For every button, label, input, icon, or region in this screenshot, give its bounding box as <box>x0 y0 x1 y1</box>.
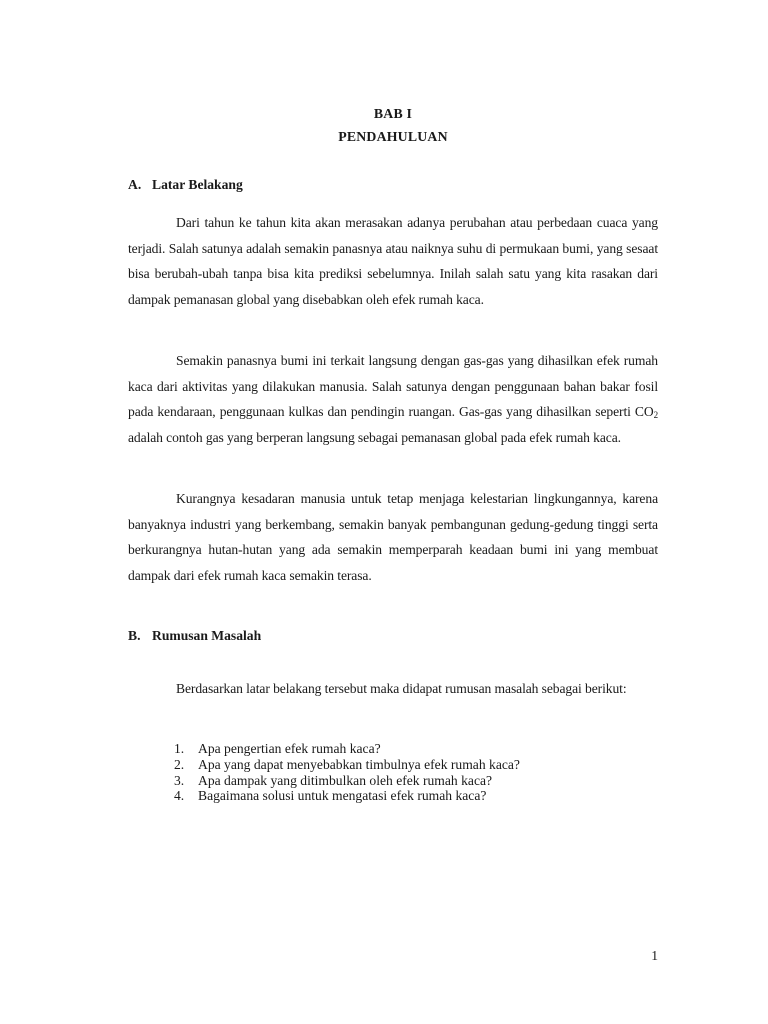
page-number: 1 <box>651 948 658 963</box>
list-item-number: 3. <box>174 772 185 788</box>
list-item <box>174 788 520 804</box>
background-paragraph-1: Dari tahun ke tahun kita akan merasakan adanya perubahan atau perbedaan cuaca yang terjadi. Salah satunya adalah semakin panasnya atau naiknya suhu di permukaan bumi, yang sesaat bisa berubah-ubah tanpa bisa kita prediksi sebelumnya. Inilah salah satu yang kita rasakan dari dampak pemanasan global yang disebabkan oleh efek rumah kaca. <box>128 215 658 307</box>
background-paragraph-2 <box>128 348 658 450</box>
list-item <box>174 757 520 773</box>
problem-intro-paragraph: Berdasarkan latar belakang tersebut maka didapat rumusan masalah sebagai berikut: <box>176 681 627 696</box>
list-item <box>174 773 520 789</box>
section-b-heading <box>128 628 261 644</box>
section-a-letter: A. <box>128 177 142 192</box>
paragraph-2-text-end: adalah contoh gas yang berperan langsung sebagai pemanasan global pada efek rumah kaca. <box>128 429 621 445</box>
list-item <box>174 741 520 757</box>
background-paragraph-3: Kurangnya kesadaran manusia untuk tetap menjaga kelestarian lingkungannya, karena banyaknya industri yang berkembang, semakin banyak pembangunan gedung-gedung tinggi serta berkurangnya hutan-hutan yang ada semakin memperparah keadaan bumi ini yang membuat dampak dari efek rumah kaca semakin terasa. <box>128 491 658 583</box>
list-item-number: 1. <box>174 741 185 756</box>
chapter-title: PENDAHULUAN <box>338 129 448 144</box>
co2-subscript: 2 <box>653 410 658 421</box>
section-b-letter: B. <box>128 628 141 643</box>
problem-question-list <box>174 741 520 804</box>
list-item-text: Apa yang dapat menyebabkan timbulnya efek rumah kaca? <box>198 756 520 772</box>
section-b-title: Rumusan Masalah <box>152 628 262 643</box>
list-item-text: Bagaimana solusi untuk mengatasi efek rumah kaca? <box>198 788 487 804</box>
list-item-text: Apa dampak yang ditimbulkan oleh efek rumah kaca? <box>198 772 493 788</box>
section-a-title: Latar Belakang <box>152 177 243 192</box>
chapter-number: BAB I <box>373 106 413 121</box>
list-item-text: Apa pengertian efek rumah kaca? <box>198 741 381 756</box>
list-item-number: 4. <box>174 788 185 804</box>
paragraph-2-text-start: Semakin panasnya bumi ini terkait langsung dengan gas-gas yang dihasilkan efek rumah kaca dari aktivitas yang dilakukan manusia. Salah satunya dengan penggunaan bahan bakar fosil pada kendaraan, penggunaan kulkas dan pendingin ruangan. Gas-gas yang dihasilkan seperti CO <box>128 353 658 420</box>
section-a-heading <box>128 177 243 193</box>
list-item-number: 2. <box>174 756 185 772</box>
